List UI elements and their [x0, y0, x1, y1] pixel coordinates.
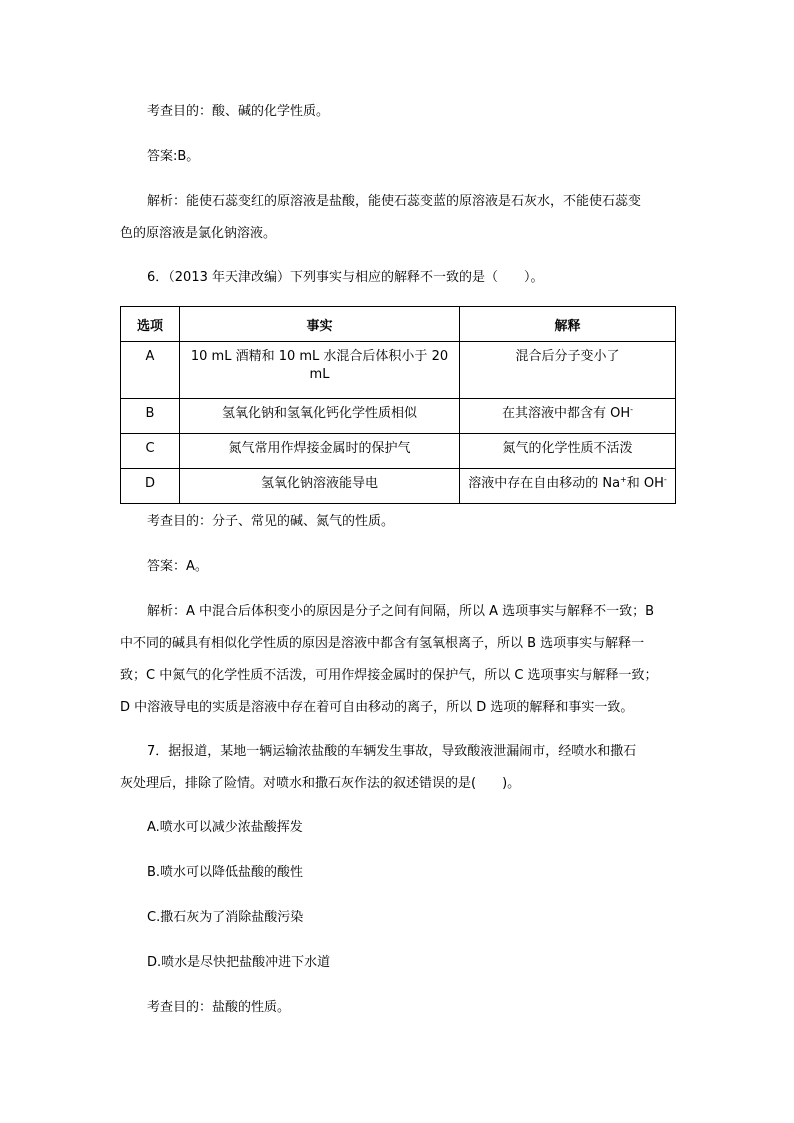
header-option: 选项 [121, 307, 180, 342]
row-explanation: 氮气的化学性质不活泼 [460, 434, 676, 469]
facts-table [120, 306, 676, 504]
row-fact: 氮气常用作焊接金属时的保护气 [180, 434, 460, 469]
q7-stem-line1: 7．据报道，某地一辆运输浓盐酸的车辆发生事故，导致酸液泄漏闹市，经喷水和撒石 [147, 744, 637, 759]
q6-stem: 6．（2013 年天津改编）下列事实与相应的解释不一致的是（ ）。 [147, 270, 544, 285]
row-explanation: 在其溶液中都含有 OH- [460, 399, 676, 434]
row-fact-line1: 10 mL 酒精和 10 mL 水混合后体积小于 20 [190, 349, 449, 364]
row-explanation: 混合后分子变小了 [460, 342, 676, 399]
header-fact: 事实 [180, 307, 460, 342]
q6-analysis-line1: 解析：A 中混合后体积变小的原因是分子之间有间隔，所以 A 选项事实与解释不一致；B [147, 604, 655, 619]
q5-analysis-line2: 色的原溶液是氯化钠溶液。 [120, 226, 277, 241]
q5-purpose: 考查目的：酸、碱的化学性质。 [147, 104, 330, 119]
table-row [121, 342, 676, 399]
row-explanation: 溶液中存在自由移动的 Na+和 OH- [460, 469, 676, 504]
q7-stem-line2: 灰处理后，排除了险情。对喷水和撒石灰作法的叙述错误的是( )。 [120, 776, 521, 791]
table-row [121, 434, 676, 469]
q7-purpose: 考查目的：盐酸的性质。 [147, 1000, 291, 1015]
row-fact: 氢氧化钠和氢氧化钙化学性质相似 [180, 399, 460, 434]
q6-analysis-line4: D 中溶液导电的实质是溶液中存在着可自由移动的离子，所以 D 选项的解释和事实一致。 [120, 700, 634, 715]
row-option: A [121, 342, 180, 399]
q7-option-b: B.喷水可以降低盐酸的酸性 [147, 865, 304, 880]
q6-answer: 答案：A。 [147, 559, 208, 574]
q6-analysis-line2: 中不同的碱具有相似化学性质的原因是溶液中都含有氢氧根离子，所以 B 选项事实与解释一 [120, 636, 645, 651]
q7-option-c: C.撒石灰为了消除盐酸污染 [147, 910, 304, 925]
q7-option-d: D.喷水是尽快把盐酸冲进下水道 [147, 955, 331, 970]
row-fact: 氢氧化钠溶液能导电 [180, 469, 460, 504]
row-option: D [121, 469, 180, 504]
header-explanation: 解释 [460, 307, 676, 342]
row-fact-line2: mL [309, 367, 330, 382]
q6-purpose: 考查目的：分子、常见的碱、氮气的性质。 [147, 514, 395, 529]
row-option: B [121, 399, 180, 434]
row-option: C [121, 434, 180, 469]
q7-option-a: A.喷水可以减少浓盐酸挥发 [147, 820, 303, 835]
q6-analysis-line3: 致；C 中氮气的化学性质不活泼，可用作焊接金属时的保护气，所以 C 选项事实与解释一致； [120, 668, 658, 683]
table-row [121, 469, 676, 504]
row-fact [180, 342, 460, 399]
q5-analysis-line1: 解析：能使石蕊变红的原溶液是盐酸，能使石蕊变蓝的原溶液是石灰水，不能使石蕊变 [147, 194, 642, 209]
table-row [121, 399, 676, 434]
q5-answer: 答案:B。 [147, 149, 200, 164]
table-header-row [121, 307, 676, 342]
